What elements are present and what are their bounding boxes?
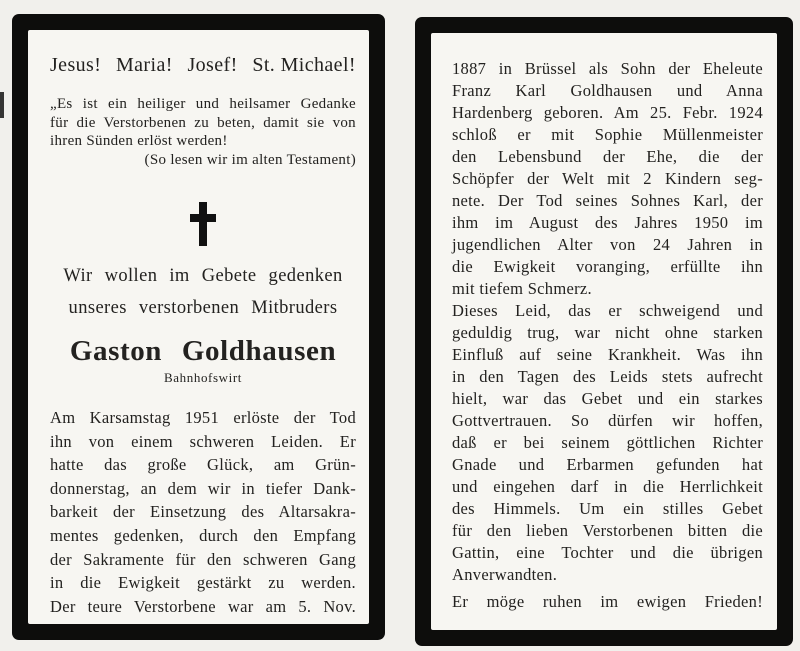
quote-line: „Es ist ein heiliger und heilsamer Gedanke [50,96,356,112]
memorial-card-left-page [12,14,385,640]
body-line: Gattin, eine Tochter und die übrigen [452,543,763,562]
invocation-word: St. Michael! [252,54,356,76]
right-page-paper [431,33,777,630]
invocation-word: Maria! [115,54,173,76]
quote-line: für die Verstorbenen zu beten, damit sie von [50,114,356,131]
scan-artifact [0,92,4,118]
body-line: Schöpfer der Welt mit 2 Kindern seg- [452,169,763,188]
body-line: Hardenberg geboren. Am 25. Febr. 1924 [452,103,763,122]
body-line: daß er bei seinem göttlichen Richter [452,433,763,452]
body-line: in die Ewigkeit gestärkt zu werden. [50,573,356,593]
body-line: der Sakramente für den schweren Gang [50,549,356,569]
body-line: hielt, war das Gebet und ein starkes [452,389,763,408]
body-line: in den Tagen des Leids stets aufrecht [452,367,763,386]
body-line: und eingehen darf in die Herrlichkeit [452,477,763,496]
body-line: schloß er mit Sophie Müllenmeister [452,125,763,144]
intro-line: Wir wollen im Gebete gedenken [63,266,343,286]
deceased-name: Gaston Goldhausen [69,335,337,367]
obituary-text-right [452,58,763,586]
body-line: barkeit der Einsetzung des Altarsakra- [50,502,356,522]
invocation-line [50,54,356,77]
body-line: Dieses Leid, das er schweigend und [452,301,763,320]
deceased-occupation: Bahnhofswirt [164,370,242,385]
quote-line: ihren Sünden erlöst werden! [50,133,228,149]
quote-source-line: (So lesen wir im alten Testament) [144,151,356,168]
invocation-word: Josef! [187,54,238,76]
body-line: 1887 in Brüssel als Sohn der Eheleute [452,59,763,78]
body-line: geduldig trug, war nicht ohne starken [452,323,763,342]
body-line: mentes gedenken, durch den Empfang [50,525,356,545]
body-line: donnerstag, an dem wir in tiefer Dank- [50,478,356,498]
body-line: hatte das große Glück, am Grün- [50,455,356,475]
body-line: des Himmels. Um ein stilles Gebet [452,499,763,518]
body-line: Am Karsamstag 1951 erlöste der Tod [50,408,356,427]
body-line: Der teure Verstorbene war am 5. Nov. [50,596,356,616]
cross-icon [190,202,216,246]
closing-line: Er möge ruhen im ewigen Frieden! [452,592,763,611]
body-line: Anverwandten. [452,565,558,584]
body-line: nete. Der Tod seines Sohnes Karl, der [452,191,763,210]
body-line: die Ewigkeit voranging, erfüllte ihn [452,257,763,276]
body-line: ihm im August des Jahres 1950 im [452,213,763,232]
intro-line: unseres verstorbenen Mitbruders [68,298,338,318]
invocation-word: Jesus! [50,54,102,76]
body-line: für den lieben Verstorbenen bitten die [452,521,763,540]
body-line: Franz Karl Goldhausen und Anna [452,81,763,100]
body-line: ihn von einem schweren Leiden. Er [50,431,356,451]
body-line: den Lebensbund der Ehe, die der [452,147,763,166]
left-page-paper [28,30,369,624]
scripture-quote [50,95,356,169]
body-line: Gottvertrauen. So dürfen wir hoffen, [452,411,763,430]
body-line: Gnade und Erbarmen gefunden hat [452,455,763,474]
body-line: Einfluß auf seine Krankheit. Was ihn [452,345,763,364]
body-line: jugendlichen Alter von 24 Jahren in [452,235,763,254]
body-line: mit tiefem Schmerz. [452,279,592,298]
memorial-card-right-page [415,17,793,646]
obituary-text-left [50,406,356,618]
